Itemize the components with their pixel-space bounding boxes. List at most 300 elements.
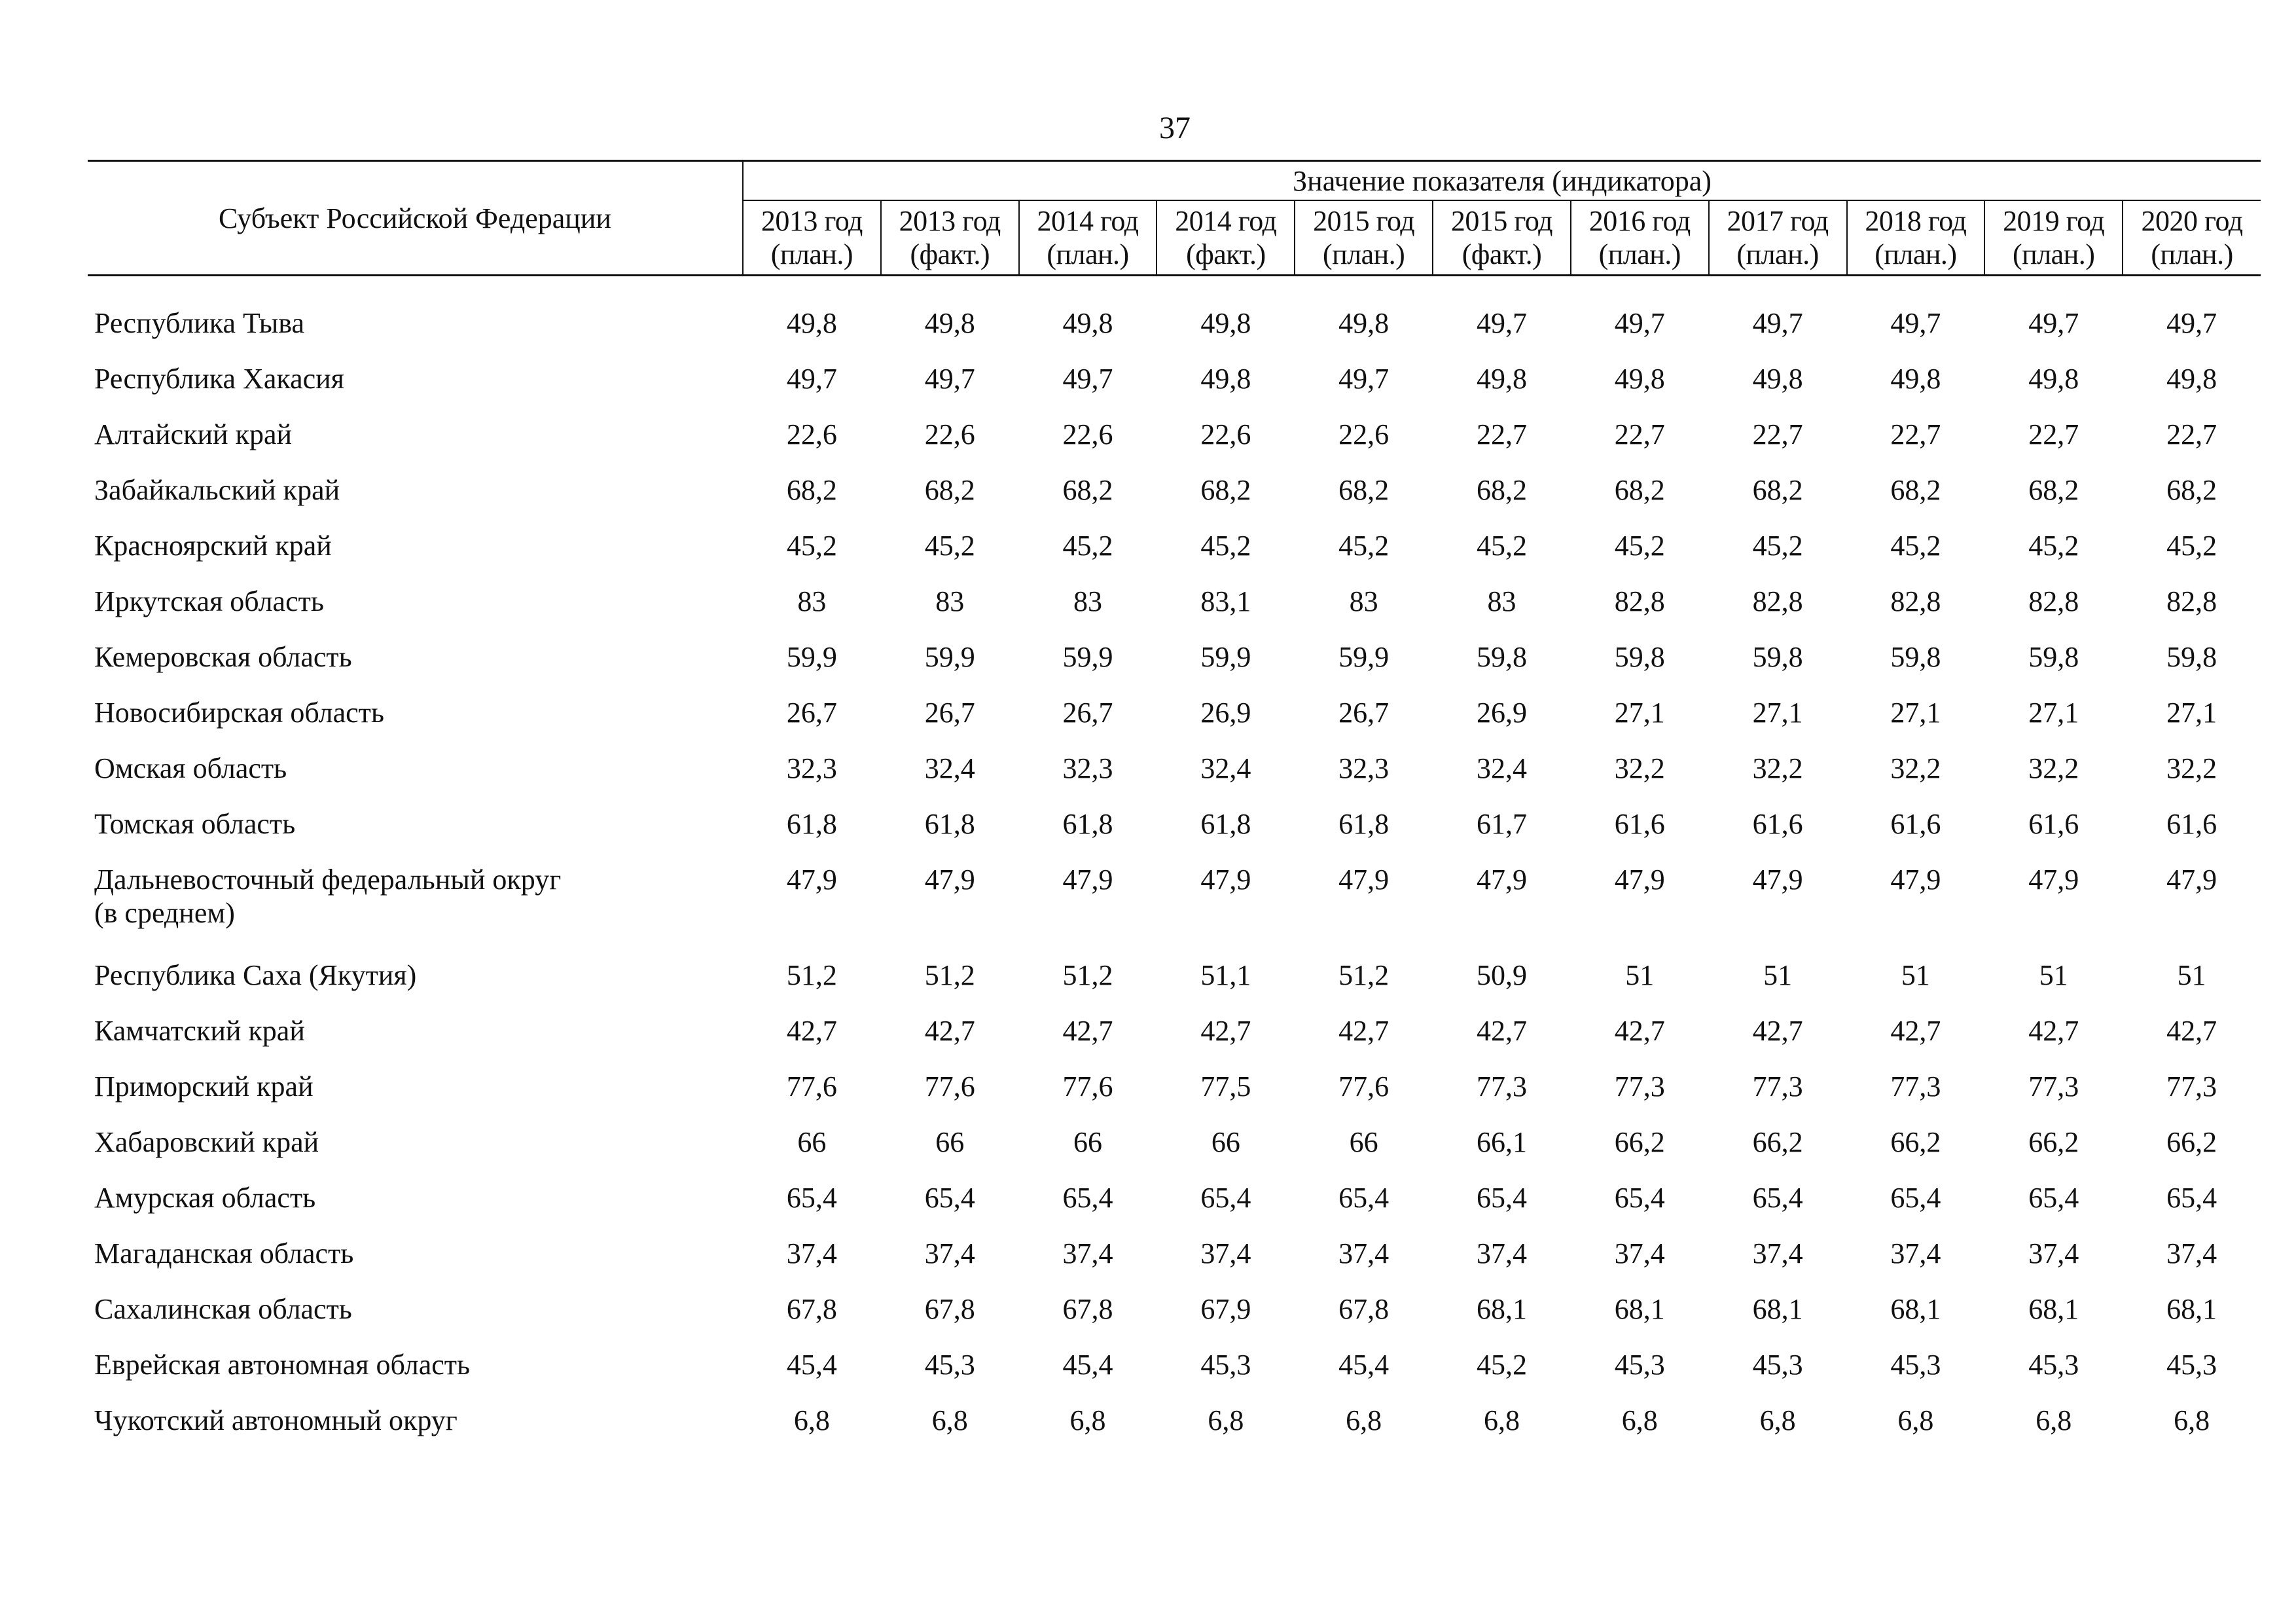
column-type-label: (план.) (1322, 238, 1405, 270)
value-cell: 26,9 (1200, 697, 1251, 729)
column-year-label: 2019 год (2003, 205, 2105, 237)
value-cell: 6,8 (1069, 1404, 1106, 1436)
value-cell: 49,7 (1890, 307, 1941, 339)
region-name: Хабаровский край (94, 1126, 319, 1158)
value-cell: 67,8 (1338, 1293, 1390, 1325)
region-name-cell (88, 1397, 743, 1453)
region-name: Республика Саха (Якутия) (94, 959, 417, 991)
value-cell: 51 (1901, 959, 1930, 991)
value-cell: 42,7 (1752, 1015, 1803, 1047)
value-cell: 66,2 (1614, 1126, 1665, 1158)
value-cell: 45,2 (1338, 530, 1390, 562)
value-cell: 67,8 (1062, 1293, 1113, 1325)
column-type-label: (план.) (2013, 238, 2095, 270)
value-cell: 66 (935, 1126, 965, 1158)
value-cell: 49,8 (1200, 307, 1251, 339)
value-cell: 37,4 (1476, 1237, 1527, 1269)
region-name: Омская область (94, 752, 287, 784)
value-cell: 77,3 (1476, 1070, 1527, 1103)
value-cell: 32,4 (1476, 752, 1527, 784)
year-column-header (1571, 200, 1709, 276)
year-column-header (2123, 200, 2261, 276)
value-cell: 22,6 (1338, 418, 1390, 450)
value-cell: 49,7 (1476, 307, 1527, 339)
value-cell: 49,7 (1614, 307, 1665, 339)
value-cell: 37,4 (1890, 1237, 1941, 1269)
value-cell: 59,9 (924, 641, 975, 673)
value-cell: 66,2 (2028, 1126, 2079, 1158)
value-cell: 26,7 (786, 697, 837, 729)
value-cell: 37,4 (924, 1237, 975, 1269)
value-cell: 67,8 (924, 1293, 975, 1325)
column-type-label: (план.) (1598, 238, 1681, 270)
value-cell: 67,9 (1200, 1293, 1251, 1325)
region-name: Кемеровская область (94, 641, 352, 673)
value-cell: 68,1 (1752, 1293, 1803, 1325)
value-cell: 26,9 (1476, 697, 1527, 729)
value-cell: 32,3 (786, 752, 837, 784)
value-cell: 59,9 (1200, 641, 1251, 673)
value-cell: 42,7 (786, 1015, 837, 1047)
value-cell: 45,2 (1062, 530, 1113, 562)
table-row (88, 689, 2261, 745)
region-name: Республика Хакасия (94, 363, 344, 395)
value-cell: 45,2 (2028, 530, 2079, 562)
value-cell: 32,4 (924, 752, 975, 784)
value-cell: 37,4 (1338, 1237, 1390, 1269)
year-column-header (1709, 200, 1847, 276)
table-row (88, 578, 2261, 634)
value-cell: 26,7 (1338, 697, 1390, 729)
column-year-label: 2018 год (1865, 205, 1967, 237)
value-cell: 82,8 (2028, 585, 2079, 617)
table-row (88, 522, 2261, 578)
value-cell: 49,8 (1614, 363, 1665, 395)
value-cell: 77,3 (2028, 1070, 2079, 1103)
value-cell: 6,8 (1208, 1404, 1244, 1436)
value-cell: 37,4 (2028, 1237, 2079, 1269)
table-row (88, 745, 2261, 801)
value-cell: 66,1 (1476, 1126, 1527, 1158)
region-name-cell (88, 745, 743, 801)
table-row (88, 1341, 2261, 1397)
value-cell: 22,7 (1752, 418, 1803, 450)
value-cell: 59,8 (1752, 641, 1803, 673)
value-cell: 68,1 (1614, 1293, 1665, 1325)
value-cell: 45,2 (1476, 530, 1527, 562)
value-cell: 49,7 (924, 363, 975, 395)
value-cell: 49,8 (1752, 363, 1803, 395)
subject-column-header: Субъект Российской Федерации (88, 161, 743, 276)
value-cell: 68,2 (924, 474, 975, 506)
value-cell: 45,3 (1614, 1349, 1665, 1381)
value-cell: 47,9 (924, 864, 975, 896)
value-cell: 59,8 (2028, 641, 2079, 673)
region-name-cell (88, 801, 743, 856)
region-name: Дальневосточный федеральный округ (94, 864, 562, 896)
value-cell: 47,9 (1614, 864, 1665, 896)
value-cell: 32,2 (1614, 752, 1665, 784)
value-cell: 49,8 (1476, 363, 1527, 395)
value-cell: 45,3 (2166, 1349, 2217, 1381)
value-cell: 6,8 (1621, 1404, 1658, 1436)
column-type-label: (план.) (770, 238, 853, 270)
value-cell: 22,6 (924, 418, 975, 450)
value-cell: 51,2 (786, 959, 837, 991)
value-cell: 22,6 (1200, 418, 1251, 450)
value-cell: 42,7 (1476, 1015, 1527, 1047)
value-cell: 83 (935, 585, 965, 617)
region-name-cell (88, 1063, 743, 1119)
column-type-label: (план.) (1736, 238, 1819, 270)
region-name: Магаданская область (94, 1237, 354, 1269)
year-column-header (743, 200, 881, 276)
value-cell: 32,2 (2166, 752, 2217, 784)
year-column-header (1433, 200, 1571, 276)
region-name: (в среднем) (94, 897, 235, 929)
value-cell: 51 (1625, 959, 1655, 991)
value-cell: 42,7 (1614, 1015, 1665, 1047)
value-cell: 6,8 (1483, 1404, 1520, 1436)
value-cell: 32,3 (1062, 752, 1113, 784)
value-cell: 82,8 (1890, 585, 1941, 617)
value-cell: 22,7 (2166, 418, 2217, 450)
value-cell: 50,9 (1476, 959, 1527, 991)
value-cell: 61,8 (786, 808, 837, 840)
region-name-cell (88, 356, 743, 411)
value-cell: 65,4 (1200, 1182, 1251, 1214)
table-row (88, 856, 2261, 952)
value-cell: 49,8 (924, 307, 975, 339)
value-cell: 42,7 (1062, 1015, 1113, 1047)
value-cell: 37,4 (1062, 1237, 1113, 1269)
value-cell: 59,9 (786, 641, 837, 673)
value-cell: 61,8 (1338, 808, 1390, 840)
indicator-table (88, 160, 2261, 1453)
year-column-header (881, 200, 1019, 276)
value-cell: 61,6 (2166, 808, 2217, 840)
value-cell: 83 (1349, 585, 1378, 617)
value-cell: 61,7 (1476, 808, 1527, 840)
value-cell: 65,4 (1752, 1182, 1803, 1214)
value-cell: 65,4 (1614, 1182, 1665, 1214)
value-cell: 45,3 (924, 1349, 975, 1381)
table-row (88, 1008, 2261, 1063)
region-name: Новосибирская область (94, 697, 384, 729)
value-cell: 67,8 (786, 1293, 837, 1325)
value-cell: 42,7 (924, 1015, 975, 1047)
value-cell: 65,4 (924, 1182, 975, 1214)
region-name: Красноярский край (94, 530, 332, 562)
year-column-header (1295, 200, 1433, 276)
table-row (88, 1119, 2261, 1175)
table-row (88, 300, 2261, 356)
region-name: Томская область (94, 808, 296, 840)
value-cell: 47,9 (1752, 864, 1803, 896)
region-name-cell (88, 467, 743, 522)
value-cell: 47,9 (1338, 864, 1390, 896)
value-cell: 61,8 (924, 808, 975, 840)
column-type-label: (план.) (1874, 238, 1957, 270)
header-row-group (88, 161, 2261, 201)
value-cell: 68,1 (1476, 1293, 1527, 1325)
value-cell: 68,2 (1476, 474, 1527, 506)
value-cell: 27,1 (1614, 697, 1665, 729)
value-cell: 42,7 (1338, 1015, 1390, 1047)
value-cell: 83 (797, 585, 827, 617)
value-cell: 83 (1487, 585, 1516, 617)
value-cell: 42,7 (2166, 1015, 2217, 1047)
value-cell: 49,8 (1338, 307, 1390, 339)
value-cell: 32,2 (1890, 752, 1941, 784)
value-cell: 42,7 (2028, 1015, 2079, 1047)
column-year-label: 2017 год (1727, 205, 1829, 237)
value-cell: 68,2 (1614, 474, 1665, 506)
region-name-cell (88, 1230, 743, 1286)
value-cell: 6,8 (1759, 1404, 1796, 1436)
value-cell: 49,7 (1338, 363, 1390, 395)
value-cell: 66 (1073, 1126, 1103, 1158)
value-cell: 51 (2039, 959, 2068, 991)
region-name-cell (88, 856, 743, 952)
value-cell: 77,5 (1200, 1070, 1251, 1103)
value-cell: 66 (1349, 1126, 1378, 1158)
year-column-header (1019, 200, 1157, 276)
column-type-label: (план.) (1047, 238, 1129, 270)
value-cell: 27,1 (2028, 697, 2079, 729)
value-cell: 6,8 (1897, 1404, 1934, 1436)
value-cell: 61,6 (1890, 808, 1941, 840)
value-cell: 68,2 (1200, 474, 1251, 506)
value-cell: 61,6 (1614, 808, 1665, 840)
value-cell: 26,7 (1062, 697, 1113, 729)
value-cell: 45,4 (1062, 1349, 1113, 1381)
value-cell: 66,2 (2166, 1126, 2217, 1158)
table-row (88, 952, 2261, 1008)
value-cell: 26,7 (924, 697, 975, 729)
value-cell: 59,8 (1890, 641, 1941, 673)
value-cell: 83,1 (1200, 585, 1251, 617)
value-cell: 45,3 (2028, 1349, 2079, 1381)
value-cell: 49,8 (786, 307, 837, 339)
table-row (88, 1175, 2261, 1230)
region-name-cell (88, 1286, 743, 1341)
region-name-cell (88, 634, 743, 689)
value-cell: 51,2 (1062, 959, 1113, 991)
value-cell: 27,1 (2166, 697, 2217, 729)
value-cell: 66,2 (1890, 1126, 1941, 1158)
table-row (88, 801, 2261, 856)
value-cell: 66 (797, 1126, 827, 1158)
value-cell: 22,6 (786, 418, 837, 450)
value-cell: 68,2 (1752, 474, 1803, 506)
value-cell: 61,6 (2028, 808, 2079, 840)
region-name-cell (88, 1341, 743, 1397)
value-cell: 77,6 (924, 1070, 975, 1103)
table-row (88, 634, 2261, 689)
value-cell: 61,6 (1752, 808, 1803, 840)
value-cell: 59,8 (1476, 641, 1527, 673)
year-column-header (1157, 200, 1295, 276)
value-cell: 49,8 (2166, 363, 2217, 395)
value-cell: 49,8 (1200, 363, 1251, 395)
value-cell: 59,9 (1062, 641, 1113, 673)
region-name: Иркутская область (94, 585, 324, 617)
header-spacer (88, 276, 2261, 301)
value-cell: 61,8 (1062, 808, 1113, 840)
value-cell: 6,8 (931, 1404, 968, 1436)
value-cell: 77,6 (1338, 1070, 1390, 1103)
value-cell: 51 (1763, 959, 1793, 991)
region-name: Чукотский автономный округ (94, 1404, 457, 1436)
value-cell: 45,2 (1200, 530, 1251, 562)
value-cell: 61,8 (1200, 808, 1251, 840)
value-cell: 77,3 (1890, 1070, 1941, 1103)
region-name-cell (88, 300, 743, 356)
value-cell: 68,2 (1062, 474, 1113, 506)
value-cell: 82,8 (1752, 585, 1803, 617)
page-number: 37 (1159, 111, 1191, 145)
value-cell: 45,3 (1752, 1349, 1803, 1381)
value-cell: 37,4 (1614, 1237, 1665, 1269)
value-cell: 68,2 (1338, 474, 1390, 506)
value-cell: 6,8 (793, 1404, 830, 1436)
value-cell: 77,3 (1752, 1070, 1803, 1103)
value-cell: 45,3 (1200, 1349, 1251, 1381)
region-name-cell (88, 1119, 743, 1175)
value-cell: 59,8 (2166, 641, 2217, 673)
value-cell: 51 (2177, 959, 2206, 991)
value-cell: 47,9 (2028, 864, 2079, 896)
value-cell: 37,4 (2166, 1237, 2217, 1269)
table-row (88, 356, 2261, 411)
column-year-label: 2016 год (1588, 205, 1691, 237)
column-type-label: (факт.) (910, 238, 990, 270)
value-cell: 51,1 (1200, 959, 1251, 991)
value-cell: 66,2 (1752, 1126, 1803, 1158)
value-cell: 49,7 (2028, 307, 2079, 339)
indicator-group-header: Значение показателя (индикатора) (743, 161, 2261, 201)
region-name-cell (88, 952, 743, 1008)
value-cell: 49,8 (1890, 363, 1941, 395)
value-cell: 47,9 (1200, 864, 1251, 896)
value-cell: 49,8 (2028, 363, 2079, 395)
value-cell: 45,2 (2166, 530, 2217, 562)
value-cell: 22,6 (1062, 418, 1113, 450)
value-cell: 22,7 (2028, 418, 2079, 450)
region-name: Камчатский край (94, 1015, 305, 1047)
value-cell: 68,2 (2028, 474, 2079, 506)
value-cell: 68,2 (2166, 474, 2217, 506)
value-cell: 45,2 (1752, 530, 1803, 562)
value-cell: 45,2 (1890, 530, 1941, 562)
value-cell: 65,4 (2028, 1182, 2079, 1214)
value-cell: 45,3 (1890, 1349, 1941, 1381)
table-header (88, 161, 2261, 276)
region-name: Приморский край (94, 1070, 314, 1103)
value-cell: 22,7 (1614, 418, 1665, 450)
value-cell: 27,1 (1752, 697, 1803, 729)
value-cell: 37,4 (1752, 1237, 1803, 1269)
year-column-header (1984, 200, 2123, 276)
value-cell: 65,4 (1476, 1182, 1527, 1214)
region-name: Сахалинская область (94, 1293, 352, 1325)
table-row (88, 467, 2261, 522)
value-cell: 68,1 (2166, 1293, 2217, 1325)
value-cell: 47,9 (2166, 864, 2217, 896)
value-cell: 47,9 (786, 864, 837, 896)
value-cell: 77,3 (2166, 1070, 2217, 1103)
value-cell: 32,2 (2028, 752, 2079, 784)
value-cell: 68,1 (2028, 1293, 2079, 1325)
value-cell: 65,4 (1338, 1182, 1390, 1214)
value-cell: 37,4 (1200, 1237, 1251, 1269)
value-cell: 45,2 (1614, 530, 1665, 562)
year-column-header (1847, 200, 1985, 276)
value-cell: 49,8 (1062, 307, 1113, 339)
value-cell: 49,7 (786, 363, 837, 395)
region-name: Забайкальский край (94, 474, 340, 506)
value-cell: 65,4 (2166, 1182, 2217, 1214)
value-cell: 66 (1211, 1126, 1240, 1158)
value-cell: 47,9 (1062, 864, 1113, 896)
value-cell: 37,4 (786, 1237, 837, 1269)
region-name: Еврейская автономная область (94, 1349, 471, 1381)
value-cell: 65,4 (786, 1182, 837, 1214)
column-year-label: 2013 год (761, 205, 863, 237)
column-year-label: 2013 год (899, 205, 1001, 237)
column-year-label: 2014 год (1037, 205, 1139, 237)
table-row (88, 1286, 2261, 1341)
table-row (88, 1063, 2261, 1119)
region-name-cell (88, 411, 743, 467)
value-cell: 27,1 (1890, 697, 1941, 729)
value-cell: 32,3 (1338, 752, 1390, 784)
table-row (88, 1397, 2261, 1453)
column-year-label: 2015 год (1313, 205, 1415, 237)
value-cell: 68,2 (1890, 474, 1941, 506)
value-cell: 68,2 (786, 474, 837, 506)
value-cell: 49,7 (1752, 307, 1803, 339)
value-cell: 82,8 (1614, 585, 1665, 617)
value-cell: 49,7 (1062, 363, 1113, 395)
value-cell: 47,9 (1890, 864, 1941, 896)
region-name: Алтайский край (94, 418, 293, 450)
region-name-cell (88, 1175, 743, 1230)
value-cell: 45,2 (786, 530, 837, 562)
value-cell: 49,7 (2166, 307, 2217, 339)
region-name-cell (88, 689, 743, 745)
value-cell: 47,9 (1476, 864, 1527, 896)
value-cell: 45,4 (1338, 1349, 1390, 1381)
column-type-label: (факт.) (1462, 238, 1542, 270)
value-cell: 83 (1073, 585, 1103, 617)
column-type-label: (факт.) (1186, 238, 1266, 270)
region-name-cell (88, 1008, 743, 1063)
table-row (88, 1230, 2261, 1286)
value-cell: 77,6 (1062, 1070, 1113, 1103)
region-name-cell (88, 578, 743, 634)
region-name-cell (88, 522, 743, 578)
value-cell: 32,2 (1752, 752, 1803, 784)
value-cell: 65,4 (1890, 1182, 1941, 1214)
value-cell: 45,4 (786, 1349, 837, 1381)
value-cell: 68,1 (1890, 1293, 1941, 1325)
region-name: Республика Тыва (94, 307, 305, 339)
value-cell: 59,9 (1338, 641, 1390, 673)
value-cell: 6,8 (1346, 1404, 1382, 1436)
value-cell: 65,4 (1062, 1182, 1113, 1214)
